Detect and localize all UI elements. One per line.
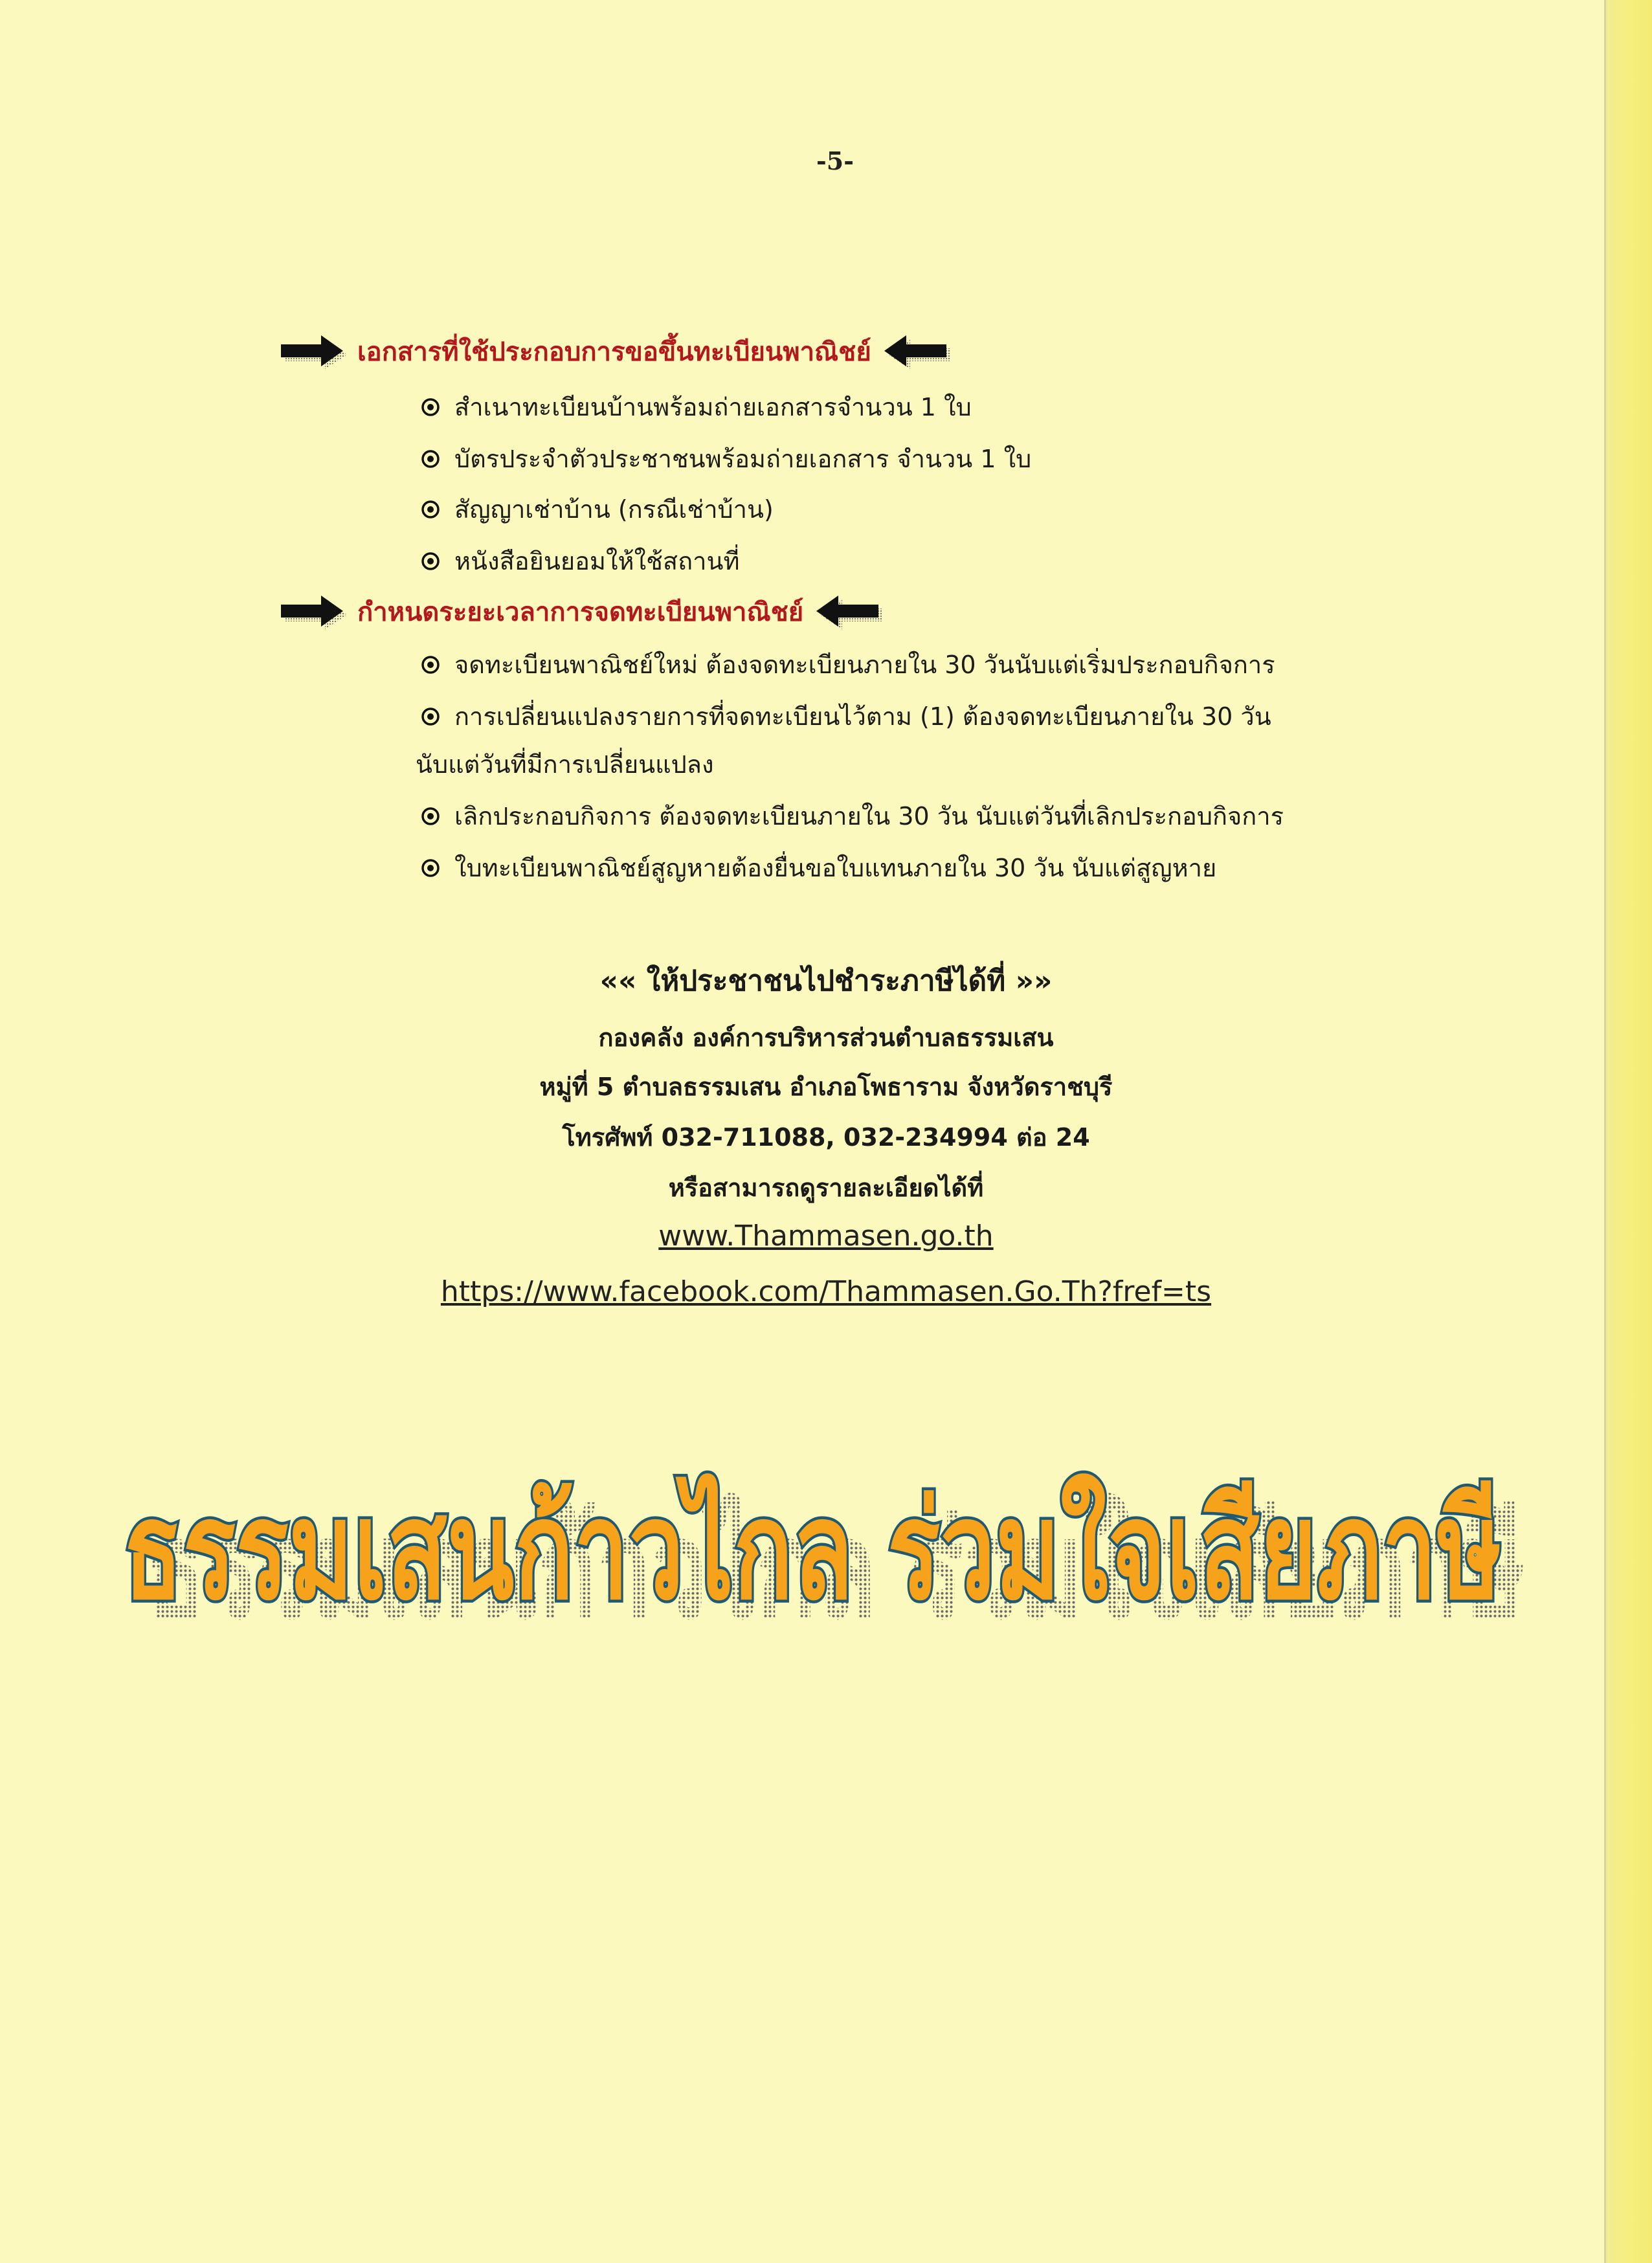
section-documents-title: เอกสารที่ใช้ประกอบการขอขึ้นทะเบียนพาณิชย์ <box>357 337 871 367</box>
target-bullet-icon <box>421 655 440 674</box>
left-arrow-icon <box>812 594 884 629</box>
list-item: ใบทะเบียนพาณิชย์สูญหายต้องยื่นขอใบแทนภายใน 30 วัน นับแต่สูญหาย <box>421 848 1216 887</box>
left-arrow-icon <box>880 334 952 369</box>
list-item: เลิกประกอบกิจการ ต้องจดทะเบียนภายใน 30 วัน นับแต่วันที่เลิกประกอบกิจการ <box>421 796 1284 836</box>
svg-text:ธรรมเสนก้าวไกล ร่วมใจเสียภาษี: ธรรมเสนก้าวไกล ร่วมใจเสียภาษี <box>146 1491 1525 1649</box>
slogan-wordart <box>97 1392 1541 1689</box>
right-arrow-icon <box>280 334 351 369</box>
slogan-text: ธรรมเสนก้าวไกล ร่วมใจเสียภาษี <box>123 1471 1502 1630</box>
contact-office: กองคลัง องค์การบริหารส่วนตำบลธรรมเสน <box>598 1023 1054 1052</box>
target-bullet-icon <box>421 858 440 878</box>
contact-title: «« ให้ประชาชนไปชำระภาษีได้ที่ »» <box>599 964 1053 998</box>
list-item: จดทะเบียนพาณิชย์ใหม่ ต้องจดทะเบียนภายใน 30 วันนับแต่เริ่มประกอบกิจการ <box>421 645 1275 684</box>
target-bullet-icon <box>421 449 440 469</box>
contact-address: หมู่ที่ 5 ตำบลธรรมเสน อำเภอโพธาราม จังหวัดราชบุรี <box>539 1073 1113 1101</box>
section-documents-heading <box>280 329 952 374</box>
target-bullet-icon <box>421 552 440 571</box>
list-item: บัตรประจำตัวประชาชนพร้อมถ่ายเอกสาร จำนวน 1 ใบ <box>421 439 1031 478</box>
contact-more-info: หรือสามารถดูรายละเอียดได้ที่ <box>668 1174 984 1202</box>
target-bullet-icon <box>421 397 440 417</box>
list-item: สัญญาเช่าบ้าน (กรณีเช่าบ้าน) <box>421 489 774 529</box>
right-arrow-icon <box>280 594 351 629</box>
facebook-link[interactable]: https://www.facebook.com/Thammasen.Go.Th?fref=ts <box>440 1275 1212 1308</box>
list-item: หนังสือยินยอมให้ใช้สถานที่ <box>421 541 740 581</box>
contact-phone: โทรศัพท์ 032-711088, 032-234994 ต่อ 24 <box>562 1123 1090 1152</box>
target-bullet-icon <box>421 807 440 826</box>
list-item: สำเนาทะเบียนบ้านพร้อมถ่ายเอกสารจำนวน 1 ใบ <box>421 387 972 427</box>
list-item: การเปลี่ยนแปลงรายการที่จดทะเบียนไว้ตาม (1) ต้องจดทะเบียนภายใน 30 วัน <box>421 697 1271 736</box>
page-number: -5- <box>816 146 854 175</box>
website-link[interactable]: www.Thammasen.go.th <box>658 1220 994 1253</box>
target-bullet-icon <box>421 500 440 519</box>
list-item-continuation: นับแต่วันที่มีการเปลี่ยนแปลง <box>416 750 714 779</box>
section-deadlines-title: กำหนดระยะเวลาการจดทะเบียนพาณิชย์ <box>357 597 804 627</box>
target-bullet-icon <box>421 707 440 726</box>
section-deadlines-heading <box>280 589 884 634</box>
